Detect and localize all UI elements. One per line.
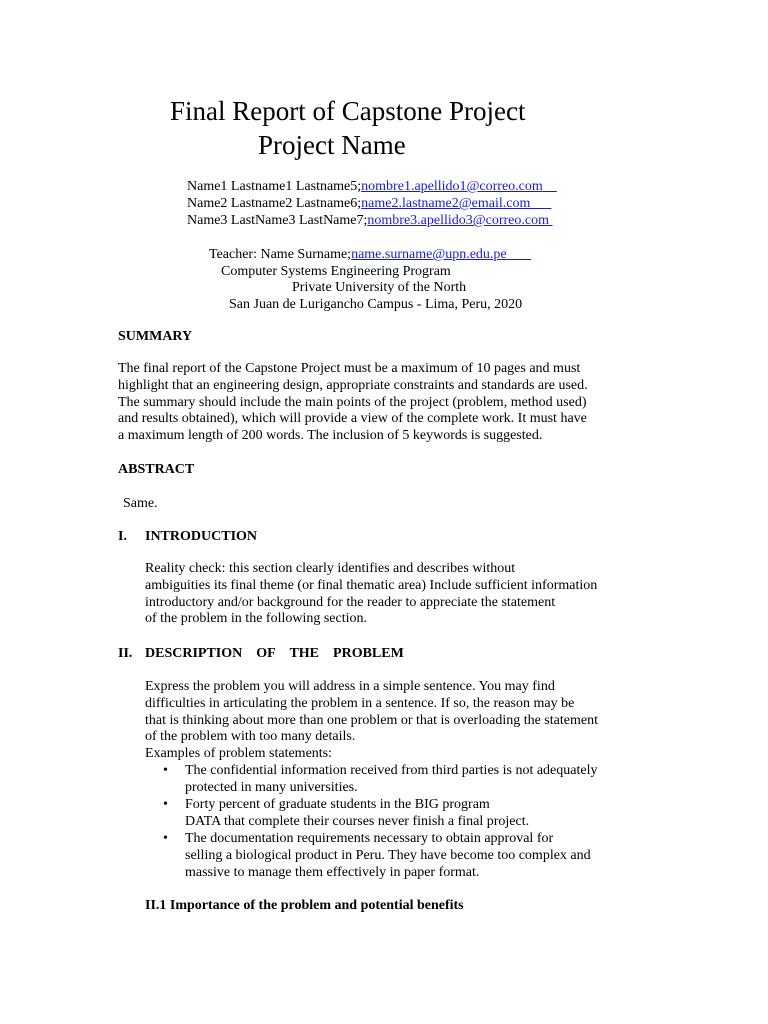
problem-paragraph xyxy=(145,679,598,763)
heading-word: DESCRIPTION xyxy=(145,646,243,661)
text-line: massive to manage them effectively in paper format. xyxy=(185,864,480,880)
bullet-item-3 xyxy=(185,831,591,881)
abstract-heading: ABSTRACT xyxy=(118,462,195,477)
text-line: Examples of problem statements: xyxy=(145,746,333,762)
bullet-marker: • xyxy=(163,831,168,846)
author-email-link[interactable]: nombre1.apellido1@correo.com xyxy=(361,179,543,194)
intro-paragraph xyxy=(145,561,597,628)
text-line: introductory and/or background for the reader to appreciate the statement xyxy=(145,594,556,610)
author-email-link[interactable]: nombre3.apellido3@correo.com xyxy=(367,213,550,228)
author-name: Name1 Lastname1 Lastname5; xyxy=(187,179,362,194)
text-line: and results obtained), which will provide a view of the complete work. It must have xyxy=(118,411,587,427)
text-line: a maximum length of 200 words. The inclusion of 5 keywords is suggested. xyxy=(118,428,543,444)
abstract-text: Same. xyxy=(123,496,158,511)
link-underline-tail xyxy=(507,247,532,262)
text-line: protected in many universities. xyxy=(185,779,358,795)
teacher-email-link[interactable]: name.surname@upn.edu.pe xyxy=(351,247,507,262)
bullet-marker: • xyxy=(163,763,168,778)
text-line: ambiguities its final theme (or final thematic area) Include sufficient information xyxy=(145,577,598,593)
author-line-1 xyxy=(187,178,557,195)
text-line: The confidential information received from third parties is not adequately xyxy=(185,763,598,778)
text-line: highlight that an engineering design, appropriate constraints and standards are used. xyxy=(118,377,588,393)
author-email-link[interactable]: name2.lastname2@email.com xyxy=(361,196,531,211)
bullet-marker: • xyxy=(163,797,168,812)
text-line: DATA that complete their courses never finish a final project. xyxy=(185,813,530,829)
text-line: Forty percent of graduate students in the BIG program xyxy=(185,797,490,812)
problem-number: II. xyxy=(118,646,133,661)
link-underline-tail xyxy=(549,213,553,228)
text-line: of the problem with too many details. xyxy=(145,729,356,745)
problem-heading xyxy=(145,645,404,662)
summary-heading: SUMMARY xyxy=(118,329,193,344)
text-line: The documentation requirements necessary to obtain approval for xyxy=(185,831,554,846)
project-name: Project Name xyxy=(258,130,406,160)
intro-heading: INTRODUCTION xyxy=(145,529,258,544)
author-name: Name2 Lastname2 Lastname6; xyxy=(187,196,362,211)
summary-paragraph xyxy=(118,361,588,445)
bullet-item-1 xyxy=(185,763,597,797)
author-line-3 xyxy=(187,212,553,229)
link-underline-tail xyxy=(543,179,557,194)
campus-line: San Juan de Lurigancho Campus - Lima, Peru, 2020 xyxy=(229,297,523,312)
teacher-line xyxy=(209,246,531,263)
text-line: of the problem in the following section. xyxy=(145,611,368,627)
link-underline-tail xyxy=(530,196,551,211)
text-line: Reality check: this section clearly identifies and describes without xyxy=(145,561,516,576)
heading-word: OF xyxy=(256,646,276,661)
subsection-heading: II.1 Importance of the problem and potential benefits xyxy=(145,898,464,913)
text-line: that is thinking about more than one problem or that is overloading the statement xyxy=(145,712,598,728)
text-line: difficulties in articulating the problem in a sentence. If so, the reason may be xyxy=(145,695,575,711)
bullet-item-2 xyxy=(185,797,529,831)
teacher-name: Teacher: Name Surname; xyxy=(209,247,352,262)
author-name: Name3 LastName3 LastName7; xyxy=(187,213,368,228)
report-title: Final Report of Capstone Project xyxy=(170,96,526,126)
text-line: selling a biological product in Peru. They have become too complex and xyxy=(185,847,591,863)
program-line: Computer Systems Engineering Program xyxy=(221,264,451,279)
text-line: The summary should include the main points of the project (problem, method used) xyxy=(118,394,587,410)
university-line: Private University of the North xyxy=(292,280,467,295)
heading-word: PROBLEM xyxy=(333,646,404,661)
text-line: The final report of the Capstone Project must be a maximum of 10 pages and must xyxy=(118,361,581,376)
heading-word: THE xyxy=(289,646,320,661)
text-line: Express the problem you will address in a simple sentence. You may find xyxy=(145,679,555,694)
author-line-2 xyxy=(187,195,551,212)
intro-number: I. xyxy=(118,529,127,544)
